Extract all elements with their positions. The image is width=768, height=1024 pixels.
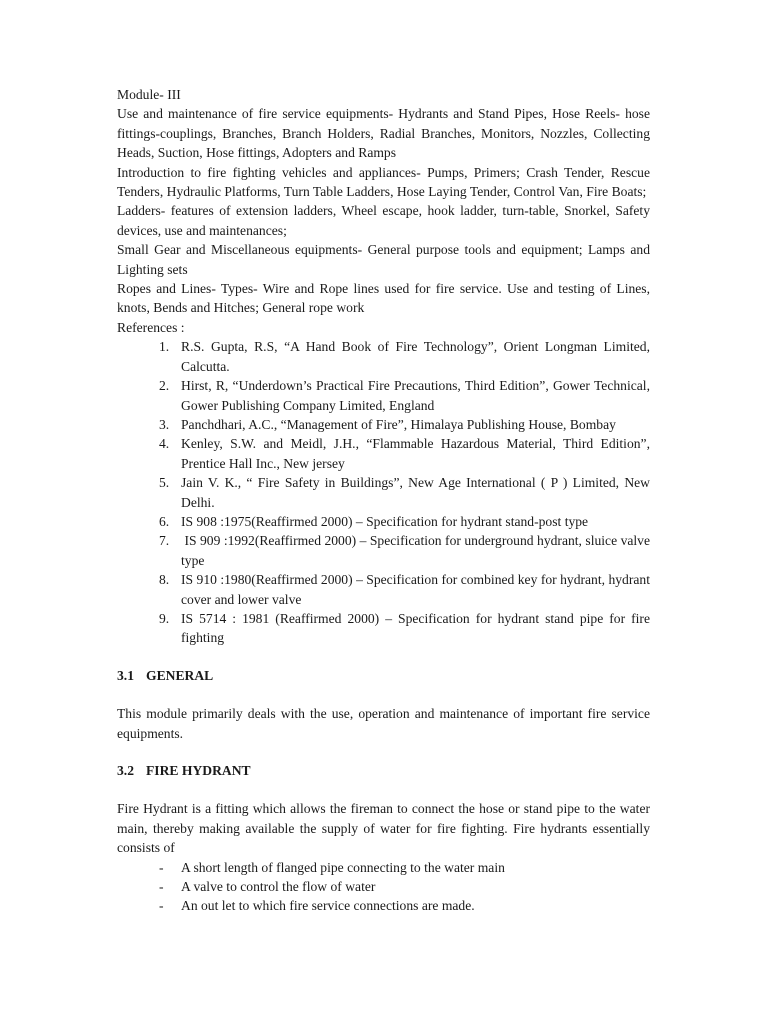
list-item-text: A valve to control the flow of water xyxy=(181,879,376,895)
reference-text: IS 5714 : 1981 (Reaffirmed 2000) – Specification for hydrant stand pipe for fire fighting xyxy=(181,610,650,646)
syllabus-paragraph: Ladders- features of extension ladders, Wheel escape, hook ladder, turn-table, Snorkel, Safety devices, use and maintenances; xyxy=(117,203,650,238)
reference-item xyxy=(117,376,650,415)
section-body-hydrant: Fire Hydrant is a fitting which allows the fireman to connect the hose or stand pipe to the water main, thereby making available the supply of water for fire fighting. Fire hydrants essentially consists of xyxy=(117,801,650,856)
syllabus-paragraph: Small Gear and Miscellaneous equipments- General purpose tools and equipment; Lamps and Lighting sets xyxy=(117,242,650,277)
section-number: 3.2 xyxy=(117,763,134,778)
reference-text: Kenley, S.W. and Meidl, J.H., “Flammable Hazardous Material, Third Edition”, Prentice Hall Inc., New jersey xyxy=(181,436,650,471)
reference-number: 4. xyxy=(159,436,170,452)
references-list xyxy=(117,337,654,648)
reference-number: 1. xyxy=(159,339,170,355)
reference-number: 5. xyxy=(159,475,170,491)
reference-number: 2. xyxy=(159,378,170,394)
reference-text: IS 909 :1992(Reaffirmed 2000) – Specification for underground hydrant, sluice valve type xyxy=(181,533,654,568)
reference-item xyxy=(117,473,650,512)
reference-text: Panchdhari, A.C., “Management of Fire”, Himalaya Publishing House, Bombay xyxy=(181,416,616,432)
list-item xyxy=(117,877,650,896)
reference-item xyxy=(117,434,650,473)
reference-text: IS 910 :1980(Reaffirmed 2000) – Specification for combined key for hydrant, hydrant cover and lower valve xyxy=(181,572,650,607)
hydrant-components-list xyxy=(117,858,650,916)
section-title: GENERAL xyxy=(146,667,214,683)
dash-bullet: - xyxy=(159,898,164,914)
list-item-text: An out let to which fire service connections are made. xyxy=(181,898,475,914)
syllabus-paragraph: Introduction to fire fighting vehicles and appliances- Pumps, Primers; Crash Tender, Rescue Tenders, Hydraulic Platforms, Turn Table Ladders, Hose Laying Tender, Control Van, Fire Boats; xyxy=(117,164,650,200)
dash-bullet: - xyxy=(159,879,164,895)
syllabus-paragraph: Use and maintenance of fire service equipments- Hydrants and Stand Pipes, Hose Reels- hose fittings-couplings, Branches, Branch Holders, Radial Branches, Monitors, Nozzles, Collecting Heads, Suction, Hose fittings, Adopters and Ramps xyxy=(117,106,650,161)
reference-text: Hirst, R, “Underdown’s Practical Fire Precautions, Third Edition”, Gower Technical, Gower Publishing Company Limited, England xyxy=(181,378,650,413)
section-heading-hydrant xyxy=(117,761,650,780)
section-number: 3.1 xyxy=(117,667,134,683)
reference-number: 3. xyxy=(159,416,170,432)
reference-item xyxy=(117,512,650,531)
reference-item xyxy=(117,609,650,648)
dash-bullet: - xyxy=(159,859,164,875)
reference-text: IS 908 :1975(Reaffirmed 2000) – Specification for hydrant stand-post type xyxy=(181,513,589,529)
reference-number: 9. xyxy=(159,610,170,626)
syllabus-paragraph: Ropes and Lines- Types- Wire and Rope lines used for fire service. Use and testing of Lines, knots, Bends and Hitches; General rope work xyxy=(117,281,650,316)
list-item xyxy=(117,858,650,877)
list-item-text: A short length of flanged pipe connecting to the water main xyxy=(181,859,505,875)
module-title: Module- III xyxy=(117,87,181,102)
reference-text: Jain V. K., “ Fire Safety in Buildings”, New Age International ( P ) Limited, New Delhi. xyxy=(181,475,650,510)
references-label: References : xyxy=(117,319,185,335)
section-body-general: This module primarily deals with the use, operation and maintenance of important fire service equipments. xyxy=(117,706,650,741)
reference-number: 7. xyxy=(159,533,170,549)
document-page xyxy=(117,85,654,916)
reference-item xyxy=(117,531,654,570)
reference-text: R.S. Gupta, R.S, “A Hand Book of Fire Technology”, Orient Longman Limited, Calcutta. xyxy=(181,339,650,374)
reference-item xyxy=(117,337,650,376)
reference-number: 8. xyxy=(159,572,170,588)
section-heading-general xyxy=(117,666,650,685)
reference-item xyxy=(117,415,650,434)
section-title: FIRE HYDRANT xyxy=(146,763,251,778)
list-item xyxy=(117,896,650,915)
reference-item xyxy=(117,570,650,609)
reference-number: 6. xyxy=(159,513,170,529)
